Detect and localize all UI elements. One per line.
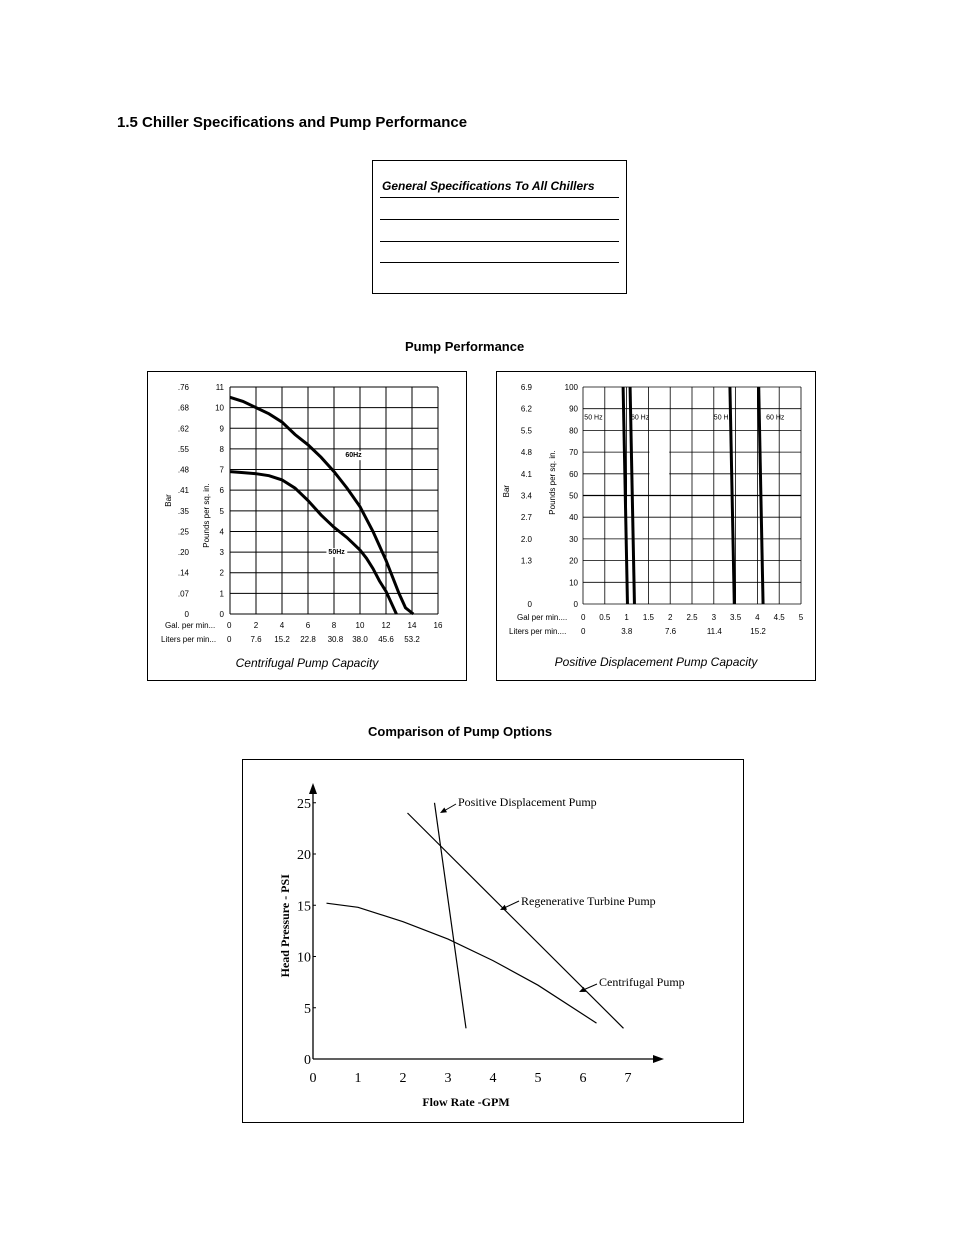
x-tick-label: 3 xyxy=(711,613,717,622)
psi-tick-label: 60 xyxy=(569,469,578,479)
x-tick-label: 16 xyxy=(433,621,443,630)
bar-axis-label: Bar xyxy=(502,484,511,498)
x-axis-label: Flow Rate -GPM xyxy=(422,1095,510,1109)
lpm-tick-label: 7.6 xyxy=(664,627,677,636)
x-tick-label: 4 xyxy=(489,1071,497,1086)
bar-tick-label: 4.8 xyxy=(520,448,532,458)
grid-blank xyxy=(649,437,669,489)
bar-tick-label: 4.1 xyxy=(520,469,532,479)
psi-tick-label: 3 xyxy=(219,548,224,558)
y-axis-label: Head Pressure - PSI xyxy=(278,874,292,978)
spec-line xyxy=(380,219,619,220)
bar-tick-label: 6.2 xyxy=(520,404,532,414)
bar-tick-label: 5.5 xyxy=(520,426,532,436)
psi-tick-label: 10 xyxy=(569,578,578,588)
bar-tick-label: 0 xyxy=(527,600,532,609)
series-label-60hz: 60 Hz xyxy=(766,414,785,422)
bar-tick-label: 0 xyxy=(184,610,189,619)
section-title: 1.5 Chiller Specifications and Pump Performance xyxy=(117,114,468,131)
psi-tick-label: 40 xyxy=(569,513,578,523)
x-tick-label: 10 xyxy=(355,621,365,630)
bar-tick-label: 2.7 xyxy=(520,513,532,523)
x-tick-label: 2.5 xyxy=(686,613,698,622)
spec-line xyxy=(380,241,619,242)
bar-tick-label: .07 xyxy=(177,589,189,599)
y-axis-arrow xyxy=(309,783,317,794)
x-tick-label: 4.5 xyxy=(773,613,785,622)
bar-tick-label: .14 xyxy=(177,568,189,578)
series-line-50hz xyxy=(230,472,396,614)
bar-axis-label: Bar xyxy=(164,494,173,507)
series-label-positive-displacement-pump: Positive Displacement Pump xyxy=(458,795,597,809)
series-label-50hz: 50Hz xyxy=(328,549,345,557)
bar-tick-label: .41 xyxy=(177,486,189,496)
lpm-tick-label: 22.8 xyxy=(300,635,316,644)
bar-tick-label: .68 xyxy=(177,403,189,413)
psi-tick-label: 90 xyxy=(569,404,578,414)
psi-tick-label: 30 xyxy=(569,534,578,544)
lpm-tick-label: 53.2 xyxy=(404,635,420,644)
series-label-60hz: 60Hz xyxy=(345,452,362,460)
bar-tick-label: .55 xyxy=(177,444,189,454)
lpm-tick-label: 15.2 xyxy=(750,627,766,636)
lpm-tick-label: 11.4 xyxy=(706,627,722,636)
psi-tick-label: 100 xyxy=(564,383,578,392)
x-tick-label: 6 xyxy=(579,1071,587,1086)
series-label-regenerative-turbine-pump: Regenerative Turbine Pump xyxy=(521,894,656,908)
y-tick-label: 20 xyxy=(297,848,311,863)
x-tick-label: 3.5 xyxy=(730,613,742,622)
series-label-centrifugal-pump: Centrifugal Pump xyxy=(599,975,685,989)
psi-tick-label: 5 xyxy=(219,506,224,516)
series-label-50hz: 50 Hz xyxy=(713,414,733,422)
lpm-axis-label: Liters per min.... xyxy=(509,627,567,636)
psi-axis-label: Pounds per sq. in. xyxy=(548,450,557,515)
bar-tick-label: .25 xyxy=(177,527,189,537)
centrifugal-pump-chart xyxy=(148,372,466,680)
lpm-tick-label: 0 xyxy=(227,635,232,644)
psi-axis-label: Pounds per sq. in. xyxy=(202,483,211,548)
psi-tick-label: 6 xyxy=(219,486,224,496)
psi-tick-label: 50 xyxy=(569,491,578,501)
centrifugal-caption: Centrifugal Pump Capacity xyxy=(235,656,379,670)
comparison-chart-frame xyxy=(242,759,744,1123)
psi-tick-label: 9 xyxy=(219,424,224,434)
psi-tick-label: 1 xyxy=(219,589,224,599)
x-tick-label: 1 xyxy=(624,613,629,622)
x-tick-label: 1.5 xyxy=(642,613,654,622)
comparison-heading: Comparison of Pump Options xyxy=(368,724,553,739)
x-tick-label: 14 xyxy=(407,621,417,630)
x-tick-label: 3 xyxy=(444,1071,452,1086)
lpm-tick-label: 3.8 xyxy=(621,627,633,636)
gpm-axis-label: Gal per min.... xyxy=(517,613,568,622)
psi-tick-label: 20 xyxy=(569,556,578,566)
x-tick-label: 1 xyxy=(354,1071,362,1086)
psi-tick-label: 8 xyxy=(219,444,224,454)
x-tick-label: 8 xyxy=(331,621,337,630)
lpm-tick-label: 38.0 xyxy=(352,635,368,644)
psi-tick-label: 10 xyxy=(215,403,224,413)
pd-chart-frame xyxy=(496,371,816,681)
psi-tick-label: 70 xyxy=(569,448,578,458)
x-tick-label: 0 xyxy=(581,613,586,622)
x-tick-label: 4 xyxy=(279,621,285,630)
y-tick-label: 25 xyxy=(297,796,311,812)
series-label-60hz: 60 Hz xyxy=(630,414,650,422)
series-line-centrifugal-pump xyxy=(327,903,597,1023)
x-tick-label: 4 xyxy=(755,613,760,622)
x-tick-label: 2 xyxy=(667,613,673,622)
centrifugal-chart-frame xyxy=(147,371,467,681)
x-tick-label: 6 xyxy=(305,621,311,630)
y-tick-label: 10 xyxy=(297,950,311,966)
psi-tick-label: 11 xyxy=(215,383,224,392)
x-tick-label: 0 xyxy=(309,1071,317,1086)
pd-pump-chart xyxy=(497,372,815,680)
lpm-axis-label: Liters per min... xyxy=(161,635,217,644)
x-tick-label: 0.5 xyxy=(599,613,611,622)
psi-tick-label: 0 xyxy=(573,600,578,609)
bar-tick-label: 2.0 xyxy=(520,534,532,544)
y-tick-label: 15 xyxy=(297,899,311,915)
y-tick-label: 5 xyxy=(304,1001,311,1017)
lpm-tick-label: 45.6 xyxy=(378,635,394,644)
lpm-tick-label: 30.8 xyxy=(327,635,344,644)
lpm-tick-label: 15.2 xyxy=(274,635,290,644)
x-tick-label: 5 xyxy=(798,613,804,622)
series-line-positive-displacement-pump xyxy=(435,803,467,1029)
bar-tick-label: .76 xyxy=(177,383,189,392)
y-tick-label: 0 xyxy=(304,1053,311,1068)
bar-tick-label: .35 xyxy=(177,506,189,516)
psi-tick-label: 7 xyxy=(219,465,224,475)
x-tick-label: 12 xyxy=(381,621,391,630)
gpm-axis-label: Gal. per min... xyxy=(165,621,216,630)
series-label-50hz: 50 Hz xyxy=(584,414,603,422)
bar-tick-label: .48 xyxy=(177,465,189,475)
pump-performance-heading: Pump Performance xyxy=(405,339,525,354)
bar-tick-label: .20 xyxy=(177,548,189,558)
psi-tick-label: 4 xyxy=(219,527,224,537)
lpm-tick-label: 7.6 xyxy=(250,635,262,644)
psi-tick-label: 80 xyxy=(569,426,578,436)
x-tick-label: 0 xyxy=(227,621,232,630)
x-tick-label: 2 xyxy=(399,1071,407,1086)
x-tick-label: 5 xyxy=(534,1071,542,1086)
x-tick-label: 7 xyxy=(624,1071,632,1086)
pd-caption: Positive Displacement Pump Capacity xyxy=(554,655,758,669)
x-axis-arrow xyxy=(653,1055,664,1063)
bar-tick-label: 1.3 xyxy=(520,556,532,566)
bar-tick-label: 3.4 xyxy=(520,491,532,501)
spec-line xyxy=(380,262,619,263)
spec-line xyxy=(380,197,619,198)
bar-tick-label: .62 xyxy=(177,424,189,434)
psi-tick-label: 0 xyxy=(219,610,224,619)
bar-tick-label: 6.9 xyxy=(520,383,532,392)
x-tick-label: 2 xyxy=(253,621,259,630)
psi-tick-label: 2 xyxy=(219,568,224,578)
comparison-chart xyxy=(243,760,743,1122)
lpm-tick-label: 0 xyxy=(581,627,586,636)
spec-table xyxy=(372,160,627,294)
series-line-regenerative-turbine-pump xyxy=(408,813,624,1028)
spec-table-title: General Specifications To All Chillers xyxy=(382,179,595,193)
